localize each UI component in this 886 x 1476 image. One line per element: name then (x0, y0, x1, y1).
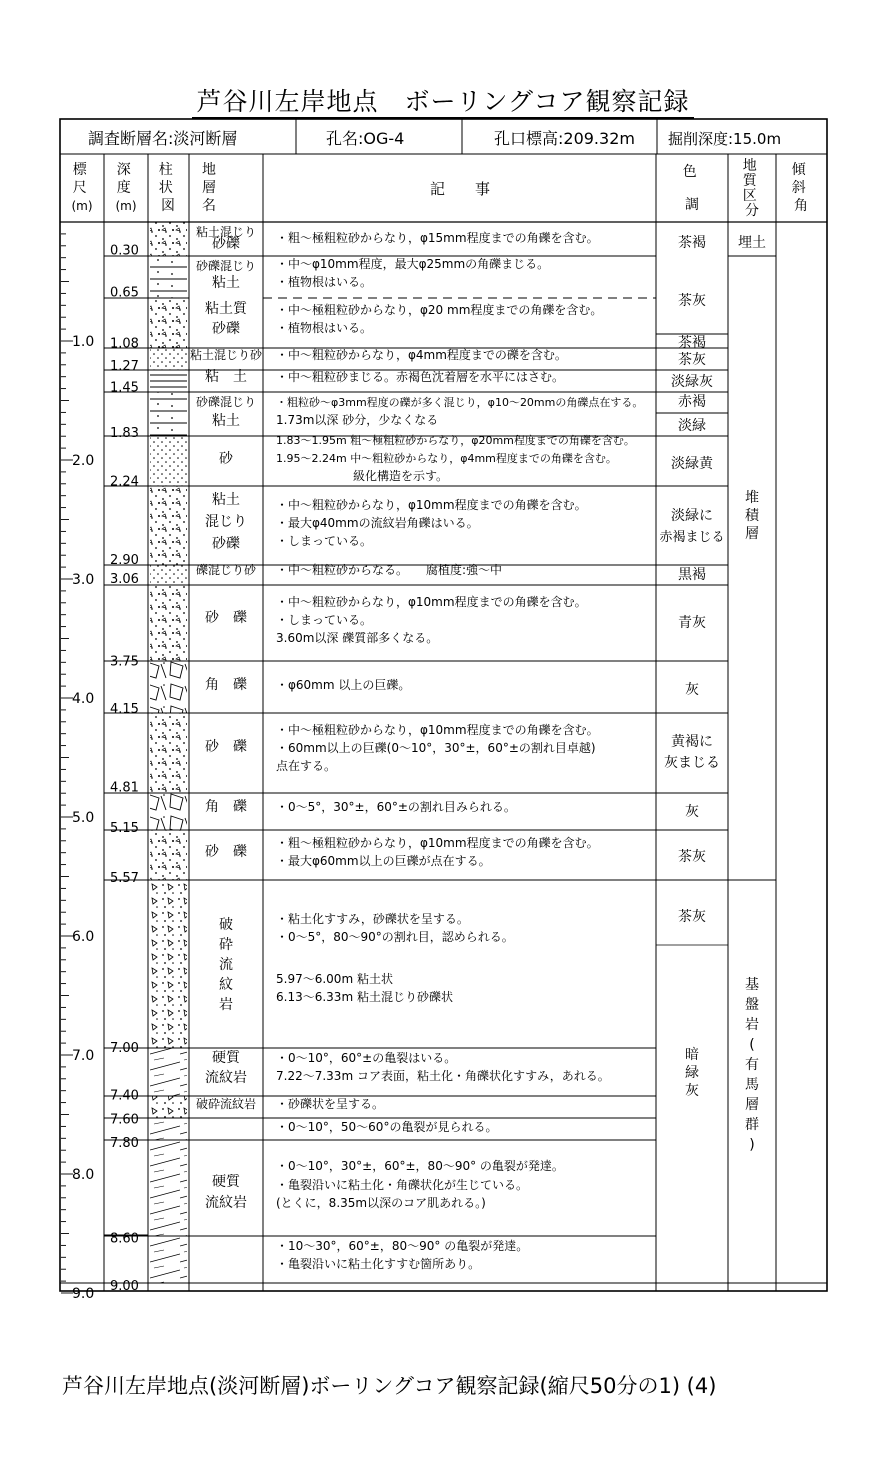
layer-name: 砂礫 (212, 236, 240, 252)
layer-note: ・0～10°，30°±，60°±，80～90° の亀裂が発達。 (276, 1159, 564, 1173)
geo-unit-label: 盤 (745, 997, 759, 1013)
layer-note: (とくに，8.35m以深のコア肌あれる。) (276, 1196, 486, 1210)
color-label: 黒褐 (678, 567, 706, 583)
geo-unit-label: 堆 (745, 490, 759, 506)
layer-note: ・亀裂沿いに粘土化すすむ箇所あり。 (276, 1257, 481, 1271)
color-label: 茶褐 (678, 235, 706, 251)
layer-name: 粘土混じり砂 (189, 348, 263, 362)
layer-note: ・中～粗粒砂からなり，φ10mm程度までの角礫を含む。 (276, 595, 587, 609)
depth-label: 7.80 (110, 1136, 139, 1152)
scale-label: 9.0 (72, 1286, 95, 1302)
scale-label: 1.0 (72, 334, 95, 350)
layer-row (205, 300, 602, 337)
scale-label: 3.0 (72, 572, 95, 588)
geo-unit-label: 積 (745, 508, 759, 524)
col-dip: 傾 斜 角 (791, 162, 808, 214)
layer-note: ・中～粗粒砂からなる。 腐植度:強～中 (276, 563, 503, 577)
layer-note: 1.73m以深 砂分，少なくなる (276, 413, 439, 427)
layer-note: ・最大φ40mmの流紋岩角礫はいる。 (276, 516, 479, 530)
color-label: 淡緑 (678, 418, 706, 434)
col-notes: 記 事 (429, 180, 491, 198)
layer-name: 砂 礫 (205, 610, 247, 626)
depth-label: 8.60 (110, 1231, 139, 1247)
geo-unit-label: 層 (745, 1097, 759, 1113)
layer-note: ・最大φ60mm以上の巨礫が点在する。 (276, 854, 491, 868)
layer-name: 流紋岩 (205, 1070, 247, 1086)
layer-name: 粘土質 (205, 301, 247, 317)
layer-note: ・中～極粗粒砂からなり，φ10mm程度までの角礫を含む。 (276, 723, 599, 737)
layer-name: 破 (219, 917, 233, 933)
layer-note: 3.60m以深 礫質部多くなる。 (276, 631, 439, 645)
layer-name: 岩 (219, 997, 233, 1013)
color-label: 淡緑黄 (671, 456, 713, 472)
layer-note: 6.13～6.33m 粘土混じり砂礫状 (276, 990, 453, 1004)
layer-note: ・亀裂沿いに粘土化・角礫状化が生じている。 (276, 1178, 529, 1192)
layer-name: 破砕流紋岩 (195, 1097, 257, 1111)
geo-unit-label: 埋土 (738, 235, 766, 251)
depth-label: 9.00 (110, 1279, 139, 1294)
depth-label: 2.90 (110, 553, 139, 569)
header-depth: 掘削深度:15.0m (668, 130, 782, 148)
layer-note: ・植物根はいる。 (276, 275, 373, 289)
layer-row (205, 1119, 564, 1271)
geo-cells (738, 234, 766, 1153)
layer-name: 混じり (205, 514, 247, 530)
geo-unit-label: 基 (745, 977, 759, 993)
layer-name: 砂礫混じり (195, 259, 257, 273)
layer-note: ・10～30°，60°±，80～90° の亀裂が発達。 (276, 1239, 529, 1253)
geo-unit-label: 岩 (745, 1017, 759, 1033)
color-label: 茶灰 (678, 849, 706, 865)
color-label: 灰 (685, 804, 699, 820)
layer-note: ・中～粗粒砂からなり，φ10mm程度までの角礫を含む。 (276, 498, 587, 512)
layer-name: 角 礫 (205, 799, 247, 815)
layer-name: 粘土混じり (195, 225, 257, 239)
geo-unit-label: 有 (745, 1057, 759, 1073)
layer-row (205, 677, 410, 693)
col-column: 柱 状 図 (158, 162, 175, 214)
layer-name: 礫混じり砂 (195, 563, 257, 577)
depth-label: 0.30 (110, 243, 139, 259)
layer-note: ・しまっている。 (276, 613, 373, 627)
header-hole: 孔名:OG-4 (326, 129, 405, 148)
layer-row (205, 1050, 610, 1086)
color-label: 茶褐 (678, 335, 706, 351)
depth-label: 2.24 (110, 474, 139, 490)
col-depth: 深 度 (m) (115, 162, 137, 213)
layer-note: ・砂礫状を呈する。 (276, 1097, 385, 1111)
col-geo: 地 質 区 分 (742, 158, 759, 219)
color-label: 赤褐 (678, 394, 706, 410)
layer-note: ・中～φ10mm程度，最大φ25mmの角礫まじる。 (276, 257, 550, 271)
layer-row (205, 835, 599, 868)
col-color: 色 調 (682, 164, 699, 213)
layer-name: 粘土 (212, 413, 240, 429)
layer-note: ・しまっている。 (276, 534, 373, 548)
layer-row (205, 799, 516, 815)
layer-name: 粘 土 (205, 369, 247, 385)
depth-label: 5.57 (110, 870, 139, 886)
layer-name: 角 礫 (205, 677, 247, 693)
layer-name: 粘土 (212, 492, 240, 508)
layer-note: ・中～極粗粒砂からなり，φ20 mm程度までの角礫を含む。 (276, 303, 603, 317)
layer-row (196, 224, 599, 252)
layer-row (196, 1096, 384, 1111)
color-label: 淡緑に (671, 508, 713, 524)
layer-row (205, 722, 599, 773)
scale-label: 5.0 (72, 810, 95, 826)
depth-label: 0.65 (110, 285, 139, 301)
layer-name: 砂礫混じり (195, 395, 257, 409)
depth-label: 1.27 (110, 359, 139, 375)
layer-name: 硬質 (212, 1050, 240, 1066)
scale-label: 6.0 (72, 929, 95, 945)
scale-label: 8.0 (72, 1167, 95, 1183)
color-label: 暗 (685, 1047, 699, 1063)
layer-name: 流紋岩 (205, 1195, 247, 1211)
layer-note: ・60mm以上の巨礫(0～10°，30°±，60°±の割れ目卓越) (276, 741, 596, 755)
depth-label: 7.60 (110, 1112, 139, 1128)
color-label: 赤褐まじる (659, 530, 725, 545)
layer-note: ・粗～極粗粒砂からなり，φ15mm程度までの角礫を含む。 (276, 231, 599, 245)
layer-note: 級化構造を示す。 (353, 469, 449, 483)
layer-row (219, 433, 635, 483)
geo-unit-label: 馬 (745, 1077, 759, 1093)
layer-name: 砂礫 (212, 536, 240, 552)
page-title: 芦谷川左岸地点 ボーリングコア観察記録 (0, 82, 886, 118)
layer-note: ・0～5°，30°±，60°±の割れ目みられる。 (276, 800, 516, 814)
layer-name: 硬質 (212, 1174, 240, 1190)
color-label: 茶灰 (678, 909, 706, 925)
layer-row (205, 491, 587, 552)
scale-ticks (61, 222, 73, 1293)
layer-name: 砂 礫 (205, 844, 247, 860)
core-column (150, 222, 187, 1283)
color-label: 茶灰 (678, 352, 706, 368)
color-label: 青灰 (678, 615, 706, 631)
layer-note: 1.95～2.24m 中～粗粒砂からなり，φ4mm程度までの角礫を含む。 (276, 452, 617, 465)
layer-note: ・粘土化すすみ，砂礫状を呈する。 (276, 912, 469, 926)
geo-unit-label: ) (749, 1137, 755, 1153)
color-label: 茶灰 (678, 293, 706, 309)
depth-label: 3.75 (110, 654, 139, 670)
layer-note: 点在する。 (276, 759, 337, 773)
col-scale: 標 尺 (m) (71, 162, 93, 213)
depth-label: 5.15 (110, 820, 139, 836)
layer-row (196, 256, 549, 291)
color-label: 緑 (685, 1065, 699, 1081)
layer-row (190, 347, 567, 362)
header-elevation: 孔口標高:209.32m (494, 129, 635, 148)
layer-name: 砂礫 (212, 321, 240, 337)
color-label: 黄褐に (671, 734, 713, 750)
layer-row (205, 594, 587, 645)
layer-note: ・φ60mm 以上の巨礫。 (276, 678, 411, 692)
figure-caption: 芦谷川左岸地点(淡河断層)ボーリングコア観察記録(縮尺50分の1) (4) (62, 1374, 717, 1398)
color-label: 灰まじる (664, 755, 720, 771)
depth-labels (110, 244, 139, 1294)
layer-name: 砕 (219, 937, 233, 953)
layer-note: 1.83～1.95m 粗～極粗粒砂からなり，φ20mm程度までの角礫を含む。 (276, 434, 635, 447)
layer-row (196, 562, 502, 577)
scale-label: 4.0 (72, 691, 95, 707)
depth-label: 7.00 (110, 1041, 139, 1056)
geo-unit-label: 群 (745, 1117, 759, 1133)
color-cells (659, 235, 724, 1099)
color-label: 灰 (685, 1083, 699, 1099)
layer-name: 砂 (219, 451, 233, 467)
scale-labels (72, 334, 94, 1302)
layer-note: ・粗～極粗粒砂からなり，φ10mm程度までの角礫を含む。 (276, 836, 599, 850)
color-label: 淡緑灰 (671, 374, 713, 390)
layer-row (205, 368, 564, 385)
layer-note: 5.97～6.00m 粘土状 (276, 972, 393, 986)
color-label: 灰 (685, 682, 699, 698)
geo-unit-label: 層 (745, 526, 759, 542)
depth-label: 7.40 (110, 1088, 139, 1104)
layer-name: 粘土 (212, 275, 240, 291)
depth-label: 4.15 (110, 701, 139, 717)
layer-note: ・0～10°，60°±の亀裂はいる。 (276, 1051, 457, 1065)
scale-label: 2.0 (72, 453, 95, 469)
scale-label: 7.0 (72, 1048, 95, 1064)
layer-note: 7.22～7.33m コア表面，粘土化・角礫状化すすみ，あれる。 (276, 1069, 610, 1083)
depth-label: 1.83 (110, 425, 139, 441)
depth-label: 4.81 (110, 780, 139, 796)
depth-label: 1.45 (110, 380, 139, 396)
depth-label: 1.08 (110, 336, 139, 352)
layer-name: 紋 (219, 977, 233, 993)
layer-name: 流 (219, 957, 233, 973)
depth-label: 3.06 (110, 572, 139, 588)
layer-note: ・0～10°，50～60°の亀裂が見られる。 (276, 1120, 498, 1134)
layer-note: ・中～粗粒砂まじる。赤褐色沈着層を水平にはさむ。 (276, 370, 565, 384)
layer-name: 砂 礫 (205, 739, 247, 755)
geo-unit-label: ( (749, 1037, 755, 1053)
layer-note: ・粗粒砂～φ3mm程度の礫が多く混じり，φ10～20mmの角礫点在する。 (276, 396, 644, 409)
layer-note: ・0～5°，80～90°の割れ目，認められる。 (276, 930, 514, 944)
col-layer: 地 層 名 (202, 162, 216, 214)
header-fault: 調査断層名:淡河断層 (88, 129, 238, 148)
layer-note: ・植物根はいる。 (276, 321, 373, 335)
layer-note: ・中～粗粒砂からなり，φ4mm程度までの礫を含む。 (276, 348, 567, 362)
layer-rows (190, 224, 643, 1271)
